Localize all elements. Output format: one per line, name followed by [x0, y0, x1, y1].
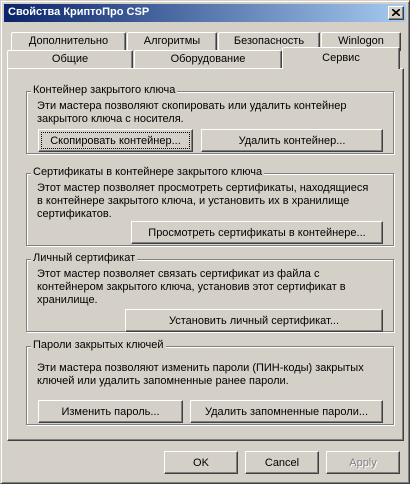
container-group-description: Эти мастера позволяют скопировать или удалить контейнер закрытого ключа с носителя. — [37, 100, 347, 125]
install-personal-certificate-button[interactable]: Установить личный сертификат... — [125, 309, 383, 332]
tab-general[interactable]: Общие — [7, 50, 133, 69]
container-group — [26, 84, 394, 154]
container-group-title: Контейнер закрытого ключа — [33, 84, 176, 96]
tab-winlogon[interactable]: Winlogon — [321, 32, 401, 51]
personal-certificate-group — [26, 252, 394, 332]
tab-additional[interactable]: Дополнительно — [11, 32, 126, 51]
tab-security[interactable]: Безопасность — [218, 32, 320, 51]
personal-certificate-group-title: Личный сертификат — [33, 252, 136, 264]
passwords-group-title: Пароли закрытых ключей — [33, 339, 164, 351]
change-password-button[interactable]: Изменить пароль... — [38, 400, 183, 423]
tab-algorithms[interactable]: Алгоритмы — [127, 32, 217, 51]
close-icon — [392, 9, 400, 16]
passwords-group-description: Эти мастера позволяют изменить пароли (ПИН-коды) закрытых ключей или удалить запомненные ранее пароли. — [37, 362, 364, 387]
delete-saved-passwords-button[interactable]: Удалить запомненные пароли... — [190, 400, 383, 423]
tab-hardware[interactable]: Оборудование — [134, 50, 282, 69]
certificates-group-description: Этот мастер позволяет просмотреть сертификаты, находящиеся в контейнере закрытого ключа, и установить их в хранилище сертификатов. — [37, 182, 369, 220]
certificates-group-title: Сертификаты в контейнере закрытого ключа — [33, 166, 263, 178]
tab-service[interactable]: Сервис — [282, 47, 400, 69]
delete-container-button[interactable]: Удалить контейнер... — [201, 129, 383, 152]
view-certificates-button[interactable]: Просмотреть сертификаты в контейнере... — [131, 221, 383, 244]
copy-container-button[interactable]: Скопировать контейнер... — [38, 129, 193, 152]
close-button[interactable] — [388, 6, 404, 20]
passwords-group — [26, 339, 394, 425]
window-title: Свойства КриптоПро CSP — [8, 6, 150, 18]
personal-certificate-group-description: Этот мастер позволяет связать сертификат из файла с контейнером закрытого ключа, установив этот сертификат в хранилище. — [37, 268, 346, 306]
title-bar[interactable] — [4, 4, 406, 22]
service-tab-panel — [7, 68, 404, 441]
ok-button[interactable]: OK — [164, 451, 238, 474]
apply-button[interactable]: Apply — [326, 451, 400, 474]
certificates-group — [26, 166, 394, 246]
cancel-button[interactable]: Cancel — [245, 451, 319, 474]
